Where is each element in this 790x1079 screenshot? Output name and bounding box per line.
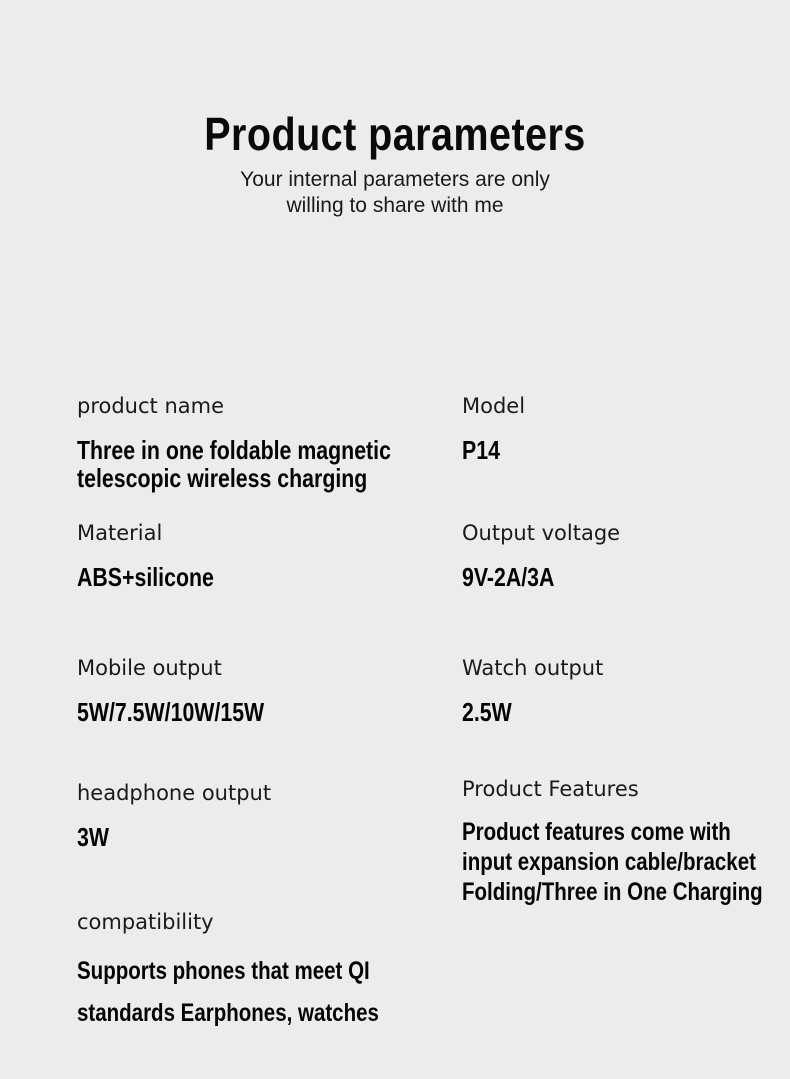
model-value: P14 — [462, 435, 500, 465]
product-features-label: Product Features — [462, 777, 639, 801]
product-features-value-line-2: input expansion cable/bracket — [462, 848, 756, 876]
product-name-value — [77, 436, 391, 492]
subtitle-line-1: Your internal parameters are only — [240, 168, 550, 191]
product-features-value-line-1: Product features come with — [462, 818, 731, 846]
watch-output-label: Watch output — [462, 656, 604, 680]
subtitle-line-2: willing to share with me — [286, 194, 504, 217]
watch-output-value: 2.5W — [462, 697, 512, 727]
compatibility-value-line-1: Supports phones that meet QI — [77, 957, 370, 985]
mobile-output-label: Mobile output — [77, 656, 222, 680]
mobile-output-value: 5W/7.5W/10W/15W — [77, 697, 265, 727]
headphone-output-value: 3W — [77, 822, 109, 852]
output-voltage-label: Output voltage — [462, 521, 621, 545]
product-features-value — [462, 817, 763, 907]
compatibility-value — [77, 950, 379, 1034]
material-value: ABS+silicone — [77, 562, 214, 592]
model-label: Model — [462, 394, 526, 418]
product-name-label: product name — [77, 394, 224, 418]
product-name-value-line-2: telescopic wireless charging — [77, 463, 368, 493]
compatibility-value-line-2: standards Earphones, watches — [77, 999, 379, 1027]
product-name-value-line-1: Three in one foldable magnetic — [77, 435, 391, 465]
page-title: Product parameters — [204, 108, 586, 160]
material-label: Material — [77, 521, 163, 545]
compatibility-label: compatibility — [77, 910, 214, 934]
product-features-value-line-3: Folding/Three in One Charging — [462, 878, 763, 906]
page-subtitle — [0, 167, 790, 219]
output-voltage-value: 9V-2A/3A — [462, 562, 555, 592]
headphone-output-label: headphone output — [77, 781, 272, 805]
